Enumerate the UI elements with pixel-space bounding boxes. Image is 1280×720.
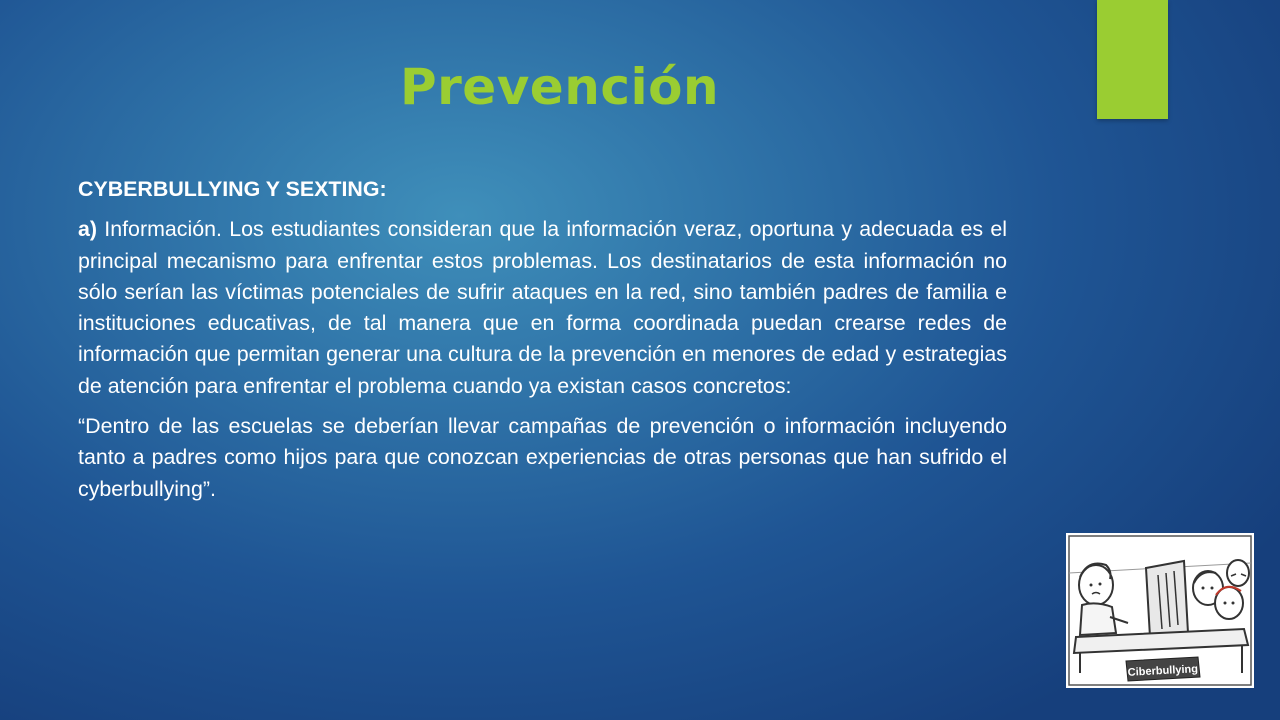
cyberbullying-illustration	[1066, 533, 1254, 688]
section-heading: CYBERBULLYING Y SEXTING:	[78, 177, 387, 201]
paragraph-lead: a)	[78, 217, 98, 242]
paragraph-body: Información. Los estudiantes consideran que la información veraz, oportuna y adecuada es el principal mecanismo para enfrentar estos problemas. Los destinatarios de esta información no sólo serían las víctimas potenciales de sufrir ataques en la red, sino también padres de familia e instituciones educativas, de tal manera que en forma coordinada puedan crearse redes de información que permitan generar una cultura de la prevención en menores de edad y estrategias de atención para enfrentar el problema cuando ya existan casos concretos:	[78, 217, 1007, 398]
info-paragraph	[78, 214, 1007, 402]
slide-title: Prevención	[400, 58, 720, 116]
quote-paragraph: “Dentro de las escuelas se deberían llevar campañas de prevención o información incluyendo tanto a padres como hijos para que conozcan experiencias de otras personas que han sufrido el cyberbullying”.	[78, 414, 1007, 501]
slide-content	[78, 174, 1007, 514]
illustration-label: Ciberbullying	[1127, 663, 1199, 679]
cyberbullying-drawing	[1066, 533, 1254, 688]
accent-bar	[1097, 0, 1168, 119]
